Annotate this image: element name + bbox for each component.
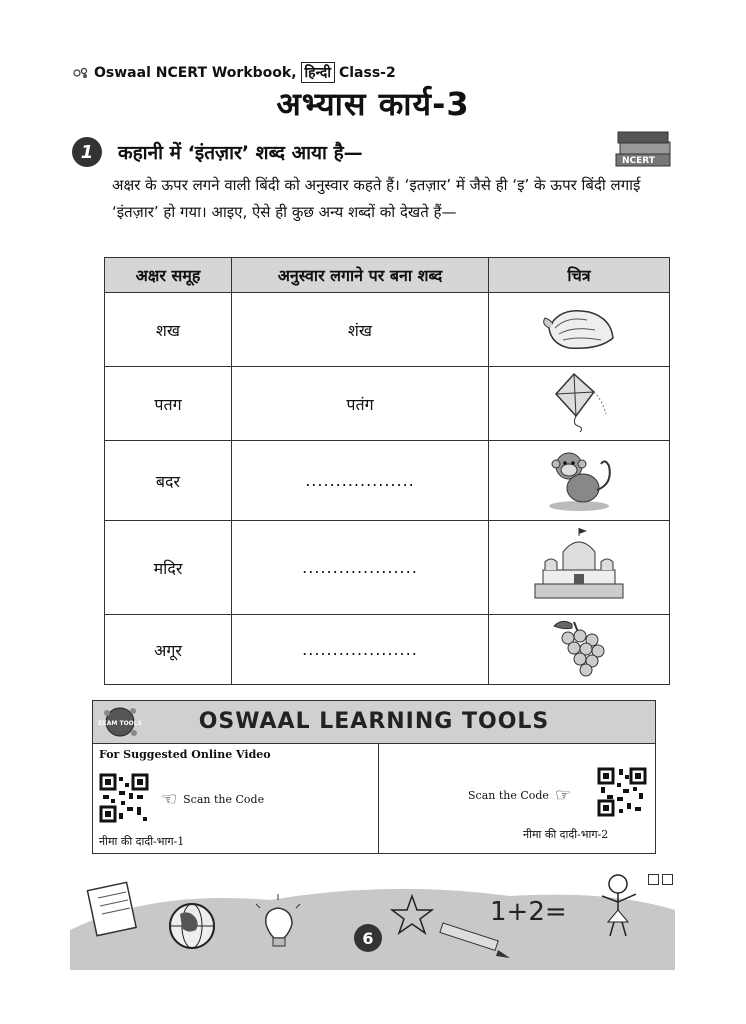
letter-group-cell: शख	[105, 293, 232, 367]
scan-code-right	[468, 785, 571, 806]
ncert-badge-text: NCERT	[622, 156, 655, 166]
anusvar-table	[104, 257, 670, 685]
picture-cell	[489, 615, 670, 685]
page-title: अभ्यास कार्य-3	[276, 85, 470, 123]
scan-code-left	[161, 789, 264, 810]
oswaal-logo-icon	[72, 66, 90, 80]
question-title: कहानी में ‘इंतज़ार’ शब्द आया है—	[118, 142, 363, 164]
video-title-2: नीमा की दादी-भाग-2	[523, 828, 609, 841]
table-row	[105, 441, 670, 521]
word-cell: पतंग	[232, 367, 489, 441]
qr-code-video-1[interactable]	[99, 773, 149, 823]
header-anusvar-word: अनुस्वार लगाने पर बना शब्द	[232, 258, 489, 293]
qr-code-video-2[interactable]	[597, 767, 647, 817]
word-blank-cell: ...................	[232, 615, 489, 685]
letter-group-cell: पतग	[105, 367, 232, 441]
video-title-1: नीमा की दादी-भाग-1	[99, 835, 185, 848]
online-video-caption: For Suggested Online Video	[99, 748, 271, 761]
question-number: 1	[72, 137, 102, 167]
exam-tools-logo-text: EXAM TOOLS	[98, 720, 142, 727]
scan-code-label: Scan the Code	[468, 789, 549, 802]
question-paragraph: अक्षर के ऊपर लगने वाली बिंदी को अनुस्वार कहते हैं। ‘इतज़ार’ में जैसे ही ‘इ’ के ऊपर बिंदी लगाई ‘इंतज़ार’ हो गया। आइए, ऐसे ही कुछ अन्य शब्दों को देखते हैं—	[112, 176, 641, 221]
picture-cell	[489, 367, 670, 441]
temple-icon	[529, 526, 629, 606]
table-row	[105, 367, 670, 441]
picture-cell	[489, 293, 670, 367]
class-label: Class-2	[338, 64, 396, 81]
tools-divider	[378, 744, 379, 853]
book-header	[72, 62, 396, 83]
picture-cell	[489, 521, 670, 615]
grapes-icon	[544, 618, 614, 678]
notepad-icon	[87, 882, 136, 935]
globe-icon	[170, 904, 214, 948]
word-blank-cell: ..................	[232, 441, 489, 521]
word-cell: शंख	[232, 293, 489, 367]
page-number-badge	[354, 924, 382, 952]
header-letter-group: अक्षर समूह	[105, 258, 232, 293]
table-row	[105, 521, 670, 615]
footer-doodles	[70, 870, 675, 970]
picture-cell	[489, 441, 670, 521]
learning-tools-box	[92, 700, 656, 854]
learning-tools-title: OSWAAL LEARNING TOOLS	[198, 709, 550, 734]
conch-shell-icon	[539, 298, 619, 358]
page-number: 6	[362, 929, 374, 948]
scan-code-label: Scan the Code	[183, 793, 265, 806]
learning-tools-header	[93, 701, 655, 744]
pointing-hand-icon: ☞	[554, 785, 572, 806]
book-name: Oswaal NCERT Workbook,	[94, 64, 297, 81]
letter-group-cell: बदर	[105, 441, 232, 521]
subject-label: हिन्दी	[301, 62, 335, 83]
table-row	[105, 615, 670, 685]
header-picture: चित्र	[489, 258, 670, 293]
letter-group-cell: अगूर	[105, 615, 232, 685]
ncert-books-icon	[614, 128, 674, 170]
pointing-hand-icon: ☜	[161, 789, 178, 810]
monkey-icon	[539, 444, 619, 514]
kite-icon	[544, 370, 614, 434]
letter-group-cell: मदिर	[105, 521, 232, 615]
word-blank-cell: ...................	[232, 521, 489, 615]
table-row	[105, 293, 670, 367]
math-doodle: 1+2=	[490, 897, 567, 927]
